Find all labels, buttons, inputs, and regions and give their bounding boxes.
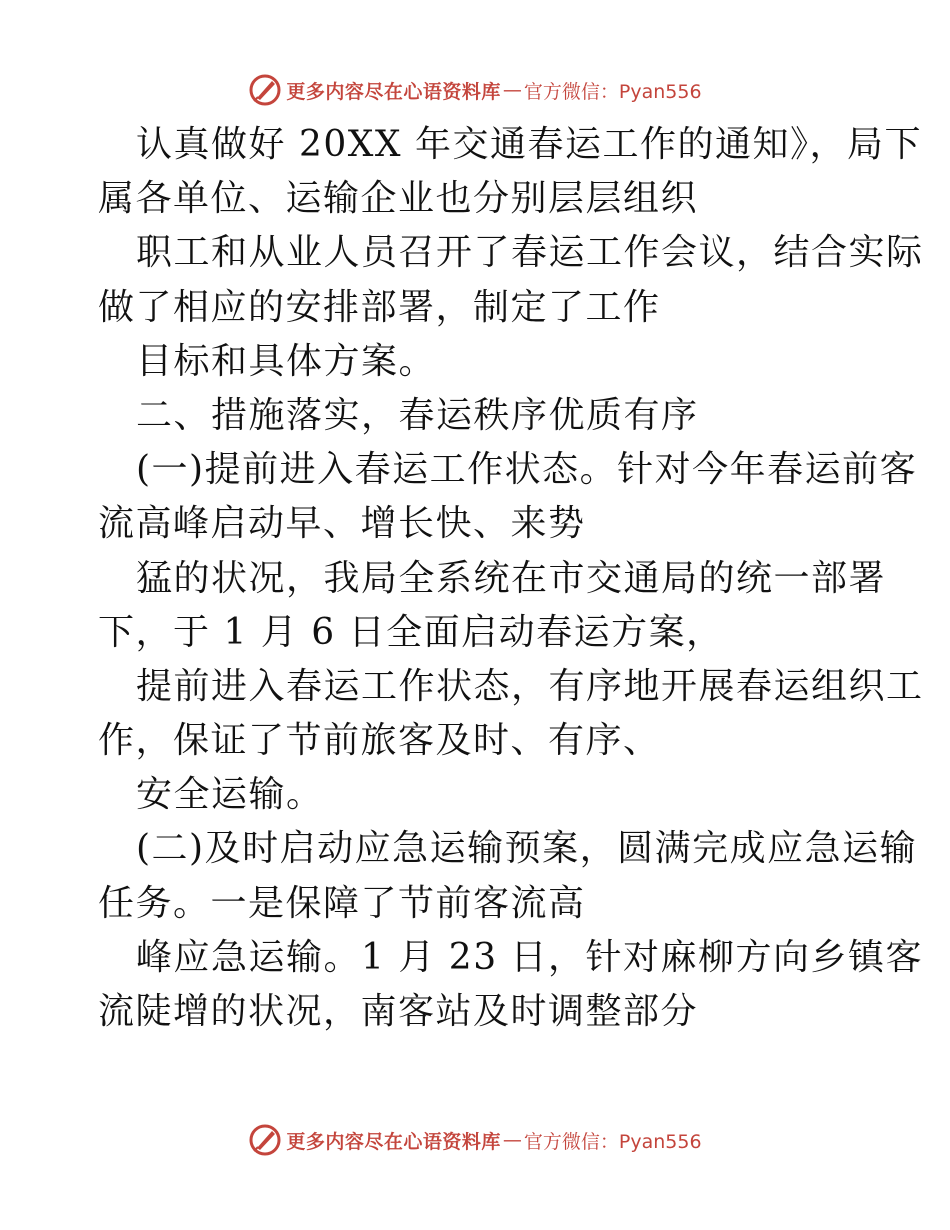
watermark-separator: — [502,79,522,101]
body-line: 流高峰启动早、增长快、来势 [98,503,586,545]
body-line: 峰应急运输。1 月 23 日，针对麻柳方向乡镇客 [136,936,924,978]
body-line: 属各单位、运输企业也分别层层组织 [98,178,699,220]
section-heading: 二、措施落实，春运秩序优质有序 [136,394,699,436]
watermark-brand-text: 更多内容尽在心语资料库 [286,1130,501,1153]
body-line: 作，保证了节前旅客及时、有序、 [98,720,661,762]
body-line: 职工和从业人员召开了春运工作会议，结合实际 [136,232,924,274]
quill-logo-icon [248,73,282,107]
body-line: 流陡增的状况，南客站及时调整部分 [98,991,699,1032]
body-line: 下，于 1 月 6 日全面启动春运方案， [98,611,724,653]
footer-watermark [0,1120,950,1160]
body-line: (二)及时启动应急运输预案，圆满完成应急运输 [136,828,918,870]
watermark-brand-text: 更多内容尽在心语资料库 [286,80,501,103]
body-line: 目标和具体方案。 [136,340,437,382]
watermark-wechat-text: 官方微信：Pyan556 [523,1130,702,1153]
header-watermark [0,70,950,110]
body-line: 任务。一是保障了节前客流高 [98,882,586,924]
watermark-wechat-text: 官方微信：Pyan556 [523,80,702,103]
quill-logo-icon [248,1123,282,1157]
document-body [98,118,924,1039]
body-line: 安全运输。 [136,774,324,816]
body-line: 做了相应的安排部署，制定了工作 [98,286,661,328]
body-line: 提前进入春运工作状态，有序地开展春运组织工 [136,665,924,707]
body-line: 猛的状况，我局全系统在市交通局的统一部署 [136,557,887,599]
watermark-separator: — [502,1129,522,1151]
body-line: (一)提前进入春运工作状态。针对今年春运前客 [136,449,918,491]
body-line: 认真做好 20XX 年交通春运工作的通知》，局下 [136,124,922,165]
